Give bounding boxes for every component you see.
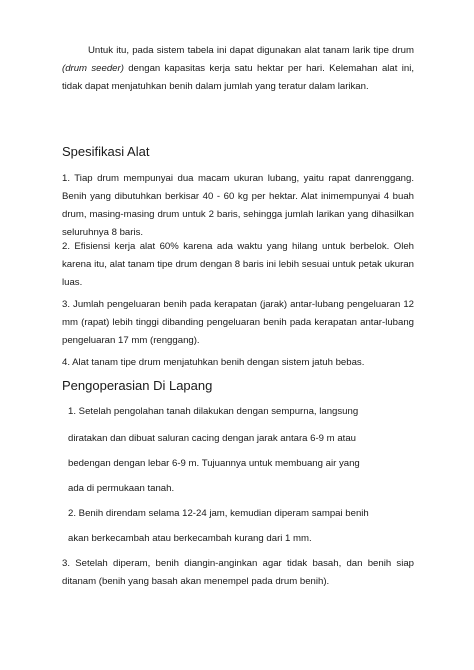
spesifikasi-item-3: 3. Jumlah pengeluaran benih pada kerapatan (jarak) antar-lubang pengeluaran 12 mm (rapat) lebih tinggi dibanding pengeluaran benih pada kerapatan antar-lubang pengeluaran 17 mm (renggang).: [62, 299, 414, 346]
intro-text-1: Untuk itu, pada sistem tabela ini dapat digunakan alat tanam larik tipe drum: [88, 45, 414, 56]
spesifikasi-item-1: 1. Tiap drum mempunyai dua macam ukuran lubang, yaitu rapat danrenggang. Benih yang dibutuhkan berkisar 40 - 60 kg per hektar. Alat inimempunyai 4 buah drum, masing-masing drum untuk 2 baris, sehingga jumlah larikan yang dihasilkan seluruhnya 8 baris.: [62, 173, 414, 238]
heading-spesifikasi: Spesifikasi Alat: [62, 144, 150, 159]
intro-paragraph: [62, 42, 414, 96]
spesifikasi-item-2: 2. Efisiensi kerja alat 60% karena ada waktu yang hilang untuk berbelok. Oleh karena itu, alat tanam tipe drum dengan 8 baris ini lebih sesuai untuk petak ukuran luas.: [62, 241, 414, 288]
pengoperasian-line-1: 1. Setelah pengolahan tanah dilakukan dengan sempurna, langsung: [68, 406, 359, 417]
pengoperasian-item-3: 3. Setelah diperam, benih diangin-anginkan agar tidak basah, dan benih siap ditanam (benih yang basah akan menempel pada drum benih).: [62, 558, 414, 587]
pengoperasian-line-6: akan berkecambah atau berkecambah kurang dari 1 mm.: [68, 533, 312, 544]
pengoperasian-line-3: bedengan dengan lebar 6-9 m. Tujuannya untuk membuang air yang: [68, 458, 360, 469]
heading-pengoperasian: Pengoperasian Di Lapang: [62, 378, 213, 393]
spesifikasi-item-4: 4. Alat tanam tipe drum menjatuhkan benih dengan sistem jatuh bebas.: [62, 357, 365, 368]
intro-text-2: dengan kapasitas kerja satu hektar per hari. Kelemahan alat ini, tidak dapat menjatuhkan benih dalam jumlah yang teratur dalam larikan.: [62, 63, 414, 92]
pengoperasian-line-5: 2. Benih direndam selama 12-24 jam, kemudian diperam sampai benih: [68, 508, 369, 519]
intro-italic-term: (drum seeder): [62, 63, 124, 74]
pengoperasian-line-2: diratakan dan dibuat saluran cacing dengan jarak antara 6-9 m atau: [68, 433, 357, 444]
pengoperasian-line-4: ada di permukaan tanah.: [68, 483, 175, 494]
